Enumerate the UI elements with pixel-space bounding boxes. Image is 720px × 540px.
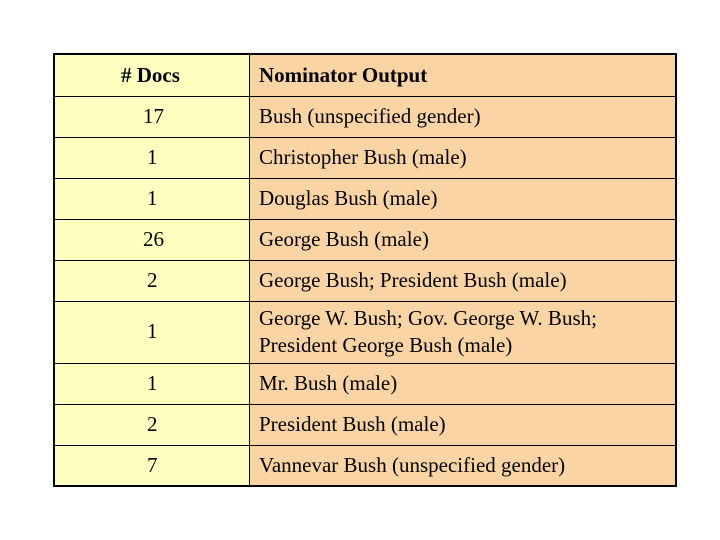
nominator-output: George Bush (male) [259,226,429,251]
nominator-output: Mr. Bush (male) [259,370,398,395]
docs-header-cell [54,54,250,96]
nominator-table [53,53,677,487]
nominator-output: Douglas Bush (male) [259,185,438,210]
docs-cell [54,404,250,445]
nominator-output: President Bush (male) [259,411,446,436]
table-row [54,219,676,260]
docs-cell [54,363,250,404]
output-cell [250,363,677,404]
nominator-output: George Bush; President Bush (male) [259,267,567,292]
docs-count: 1 [147,319,158,344]
docs-count: 1 [147,144,158,169]
output-cell [250,96,677,137]
docs-cell [54,178,250,219]
table-row [54,363,676,404]
output-cell [250,219,677,260]
nominator-output: Bush (unspecified gender) [259,103,481,128]
docs-count: 17 [143,103,164,128]
output-cell [250,445,677,486]
table-row [54,137,676,178]
table-row [54,404,676,445]
docs-count: 2 [147,267,158,292]
docs-cell [54,137,250,178]
output-cell [250,178,677,219]
table-row [54,445,676,486]
docs-count: 2 [147,411,158,436]
docs-count: 1 [147,370,158,395]
docs-cell [54,445,250,486]
table-row [54,301,676,363]
docs-cell [54,301,250,363]
nominator-output: George W. Bush; Gov. George W. Bush; President George Bush (male) [259,305,597,357]
output-header-label: Nominator Output [259,62,428,87]
docs-header-label: # Docs [121,62,180,87]
docs-count: 7 [147,452,158,477]
table-row [54,178,676,219]
output-cell [250,301,677,363]
docs-cell [54,260,250,301]
nominator-output: Christopher Bush (male) [259,144,467,169]
nominator-output: Vannevar Bush (unspecified gender) [259,452,566,477]
docs-cell [54,96,250,137]
output-cell [250,260,677,301]
docs-count: 1 [147,185,158,210]
docs-count: 26 [143,226,164,251]
output-cell [250,404,677,445]
header-row [54,54,676,96]
table-row [54,260,676,301]
table-row [54,96,676,137]
output-header-cell [250,54,677,96]
docs-cell [54,219,250,260]
output-cell [250,137,677,178]
